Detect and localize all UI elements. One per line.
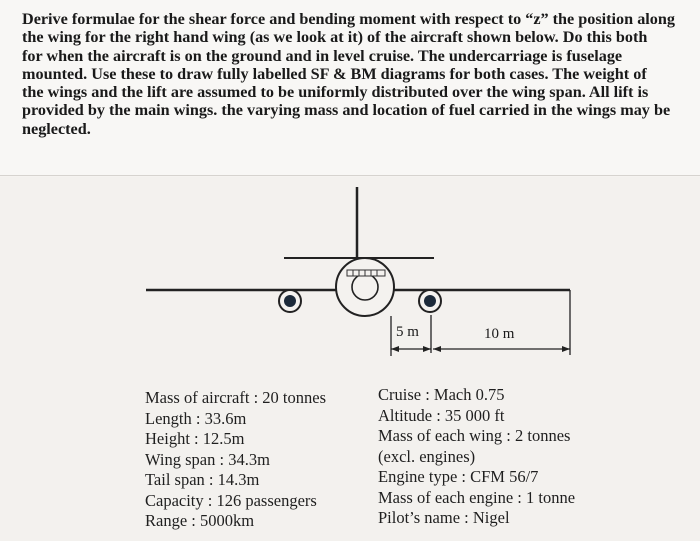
right-engine: [419, 290, 441, 312]
spec-range: Range : 5000km: [145, 511, 255, 530]
spec-wing-span: Wing span : 34.3m: [145, 449, 270, 469]
spec-tail-span: Tail span : 14.3m: [145, 470, 260, 489]
spec-mass: Mass of aircraft : 20 tonnes: [145, 388, 326, 407]
dim-label-5m: 5 m: [396, 324, 419, 340]
dim-label-10m: 10 m: [484, 326, 515, 342]
spec-length: Length : 33.6m: [145, 408, 247, 428]
left-engine: [279, 290, 301, 312]
spec-altitude: Altitude : 35 000 ft: [378, 405, 505, 425]
spec-pilot-name: Pilot’s name : Nigel: [378, 508, 510, 527]
spec-cruise: Cruise : Mach 0.75: [378, 385, 505, 404]
fuselage-inner: [352, 274, 378, 300]
aircraft-specs-right: [378, 385, 575, 529]
question-text: Derive formulae for the shear force and bending moment with respect to “z” the position along the wing for the right hand wing (as we look at it) of the aircraft shown below. Do this both for when the aircraft is on the ground and in level cruise. The undercarriage is fuselage mounted. Use these to draw fully labelled SF & BM diagrams for both cases. The weight of the wings and the lift are assumed to be uniformly distributed over the wing span. All lift is provided by the main wings. the varying mass and location of fuel carried in the wings may be neglected.: [22, 10, 675, 138]
question-panel: [0, 0, 700, 176]
aircraft-specs-left: [145, 388, 326, 532]
spec-height: Height : 12.5m: [145, 429, 245, 448]
spec-wing-mass-note: (excl. engines): [378, 446, 476, 466]
aircraft-front-view-diagram: [0, 177, 700, 377]
spec-engine-type: Engine type : CFM 56/7: [378, 467, 539, 486]
spec-wing-mass: Mass of each wing : 2 tonnes: [378, 426, 571, 445]
spec-engine-mass: Mass of each engine : 1 tonne: [378, 487, 576, 507]
spec-capacity: Capacity : 126 passengers: [145, 490, 317, 510]
